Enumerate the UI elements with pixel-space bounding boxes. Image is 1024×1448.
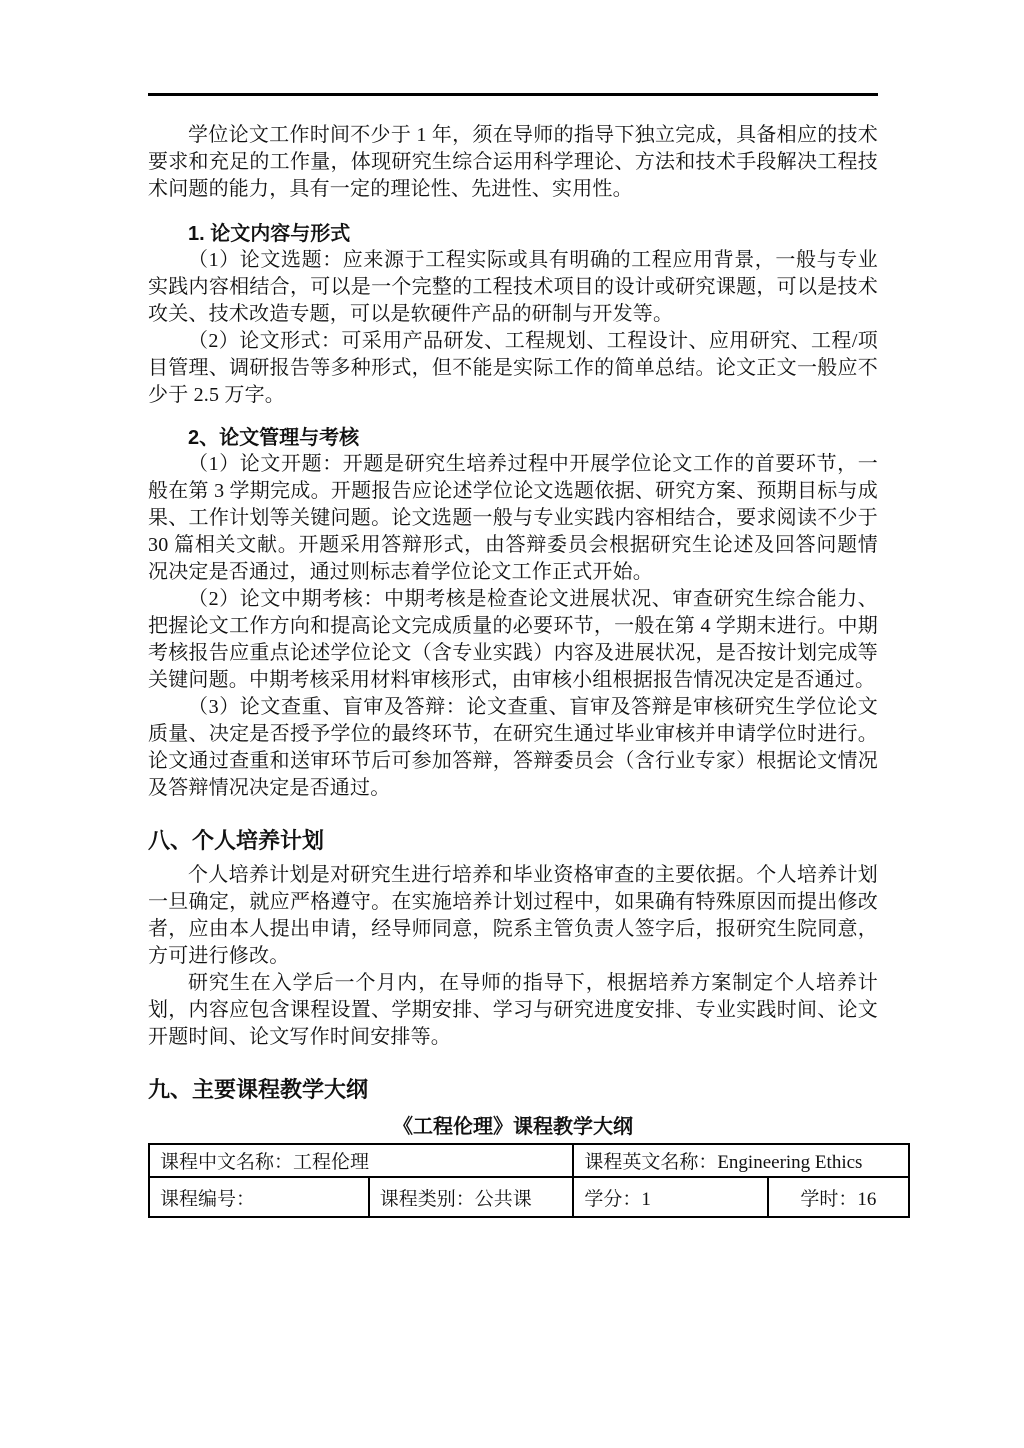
paragraph-personal-plan-1: 个人培养计划是对研究生进行培养和毕业资格审查的主要依据。个人培养计划一旦确定，就应严格遵守。在实施培养计划过程中，如果确有特殊原因而提出修改者，应由本人提出申请，经导师同意，院系主管负责人签字后，报研究生院同意，方可进行修改。	[148, 864, 878, 967]
page-content	[148, 0, 878, 1218]
heading-thesis-content-and-form: 1. 论文内容与形式	[188, 223, 351, 245]
cell-course-cn-name: 课程中文名称：工程伦理	[149, 1144, 573, 1177]
paragraph-thesis-proposal: （1）论文开题：开题是研究生培养过程中开展学位论文工作的首要环节，一般在第 3 学期完成。开题报告应论述学位论文选题依据、研究方案、预期目标与成果、工作计划等关键问题。论文选题一般与专业实践内容相结合，要求阅读不少于 30 篇相关文献。开题采用答辩形式，由答辩委员会根据研究生论述及回答问题情况决定是否通过，通过则标志着学位论文工作正式开始。	[148, 453, 878, 583]
paragraph-plagiarism-review-defense: （3）论文查重、盲审及答辩：论文查重、盲审及答辩是审核研究生学位论文质量、决定是否授予学位的最终环节，在研究生通过毕业审核并申请学位时进行。论文通过查重和送审环节后可参加答辩，答辩委员会（含行业专家）根据论文情况及答辩情况决定是否通过。	[148, 696, 878, 799]
intro-paragraph: 学位论文工作时间不少于 1 年，须在导师的指导下独立完成，具备相应的技术要求和充足的工作量，体现研究生综合运用科学理论、方法和技术手段解决工程技术问题的能力，具有一定的理论性、先进性、实用性。	[148, 124, 878, 200]
heading-thesis-management: 2、论文管理与考核	[188, 427, 360, 449]
cell-course-credits: 学分：1	[573, 1177, 768, 1217]
cell-course-en-name: 课程英文名称：Engineering Ethics	[573, 1144, 909, 1177]
cell-course-number: 课程编号：	[149, 1177, 369, 1217]
course-table-title: 《工程伦理》课程教学大纲	[393, 1116, 633, 1138]
page-top-rule	[148, 93, 878, 96]
cell-course-hours: 学时：16	[768, 1177, 909, 1217]
heading-main-course-syllabus: 九、主要课程教学大纲	[148, 1077, 369, 1102]
course-info-table	[148, 1143, 910, 1218]
paragraph-thesis-topic: （1）论文选题：应来源于工程实际或具有明确的工程应用背景，一般与专业实践内容相结合，可以是一个完整的工程技术项目的设计或研究课题，可以是技术攻关、技术改造专题，可以是软硬件产品的研制与开发等。	[148, 249, 878, 325]
cell-course-category: 课程类别：公共课	[369, 1177, 574, 1217]
table-row	[149, 1177, 909, 1217]
paragraph-thesis-form: （2）论文形式：可采用产品研发、工程规划、工程设计、应用研究、工程/项目管理、调研报告等多种形式，但不能是实际工作的简单总结。论文正文一般应不少于 2.5 万字。	[148, 330, 878, 406]
heading-personal-training-plan: 八、个人培养计划	[148, 828, 325, 853]
table-row	[149, 1144, 909, 1177]
paragraph-personal-plan-2: 研究生在入学后一个月内，在导师的指导下，根据培养方案制定个人培养计划，内容应包含课程设置、学期安排、学习与研究进度安排、专业实践时间、论文开题时间、论文写作时间安排等。	[148, 972, 878, 1048]
paragraph-midterm-assessment: （2）论文中期考核：中期考核是检查论文进展状况、审查研究生综合能力、把握论文工作方向和提高论文完成质量的必要环节，一般在第 4 学期末进行。中期考核报告应重点论述学位论文（含专业实践）内容及进展状况，是否按计划完成等关键问题。中期考核采用材料审核形式，由审核小组根据报告情况决定是否通过。	[148, 588, 878, 691]
